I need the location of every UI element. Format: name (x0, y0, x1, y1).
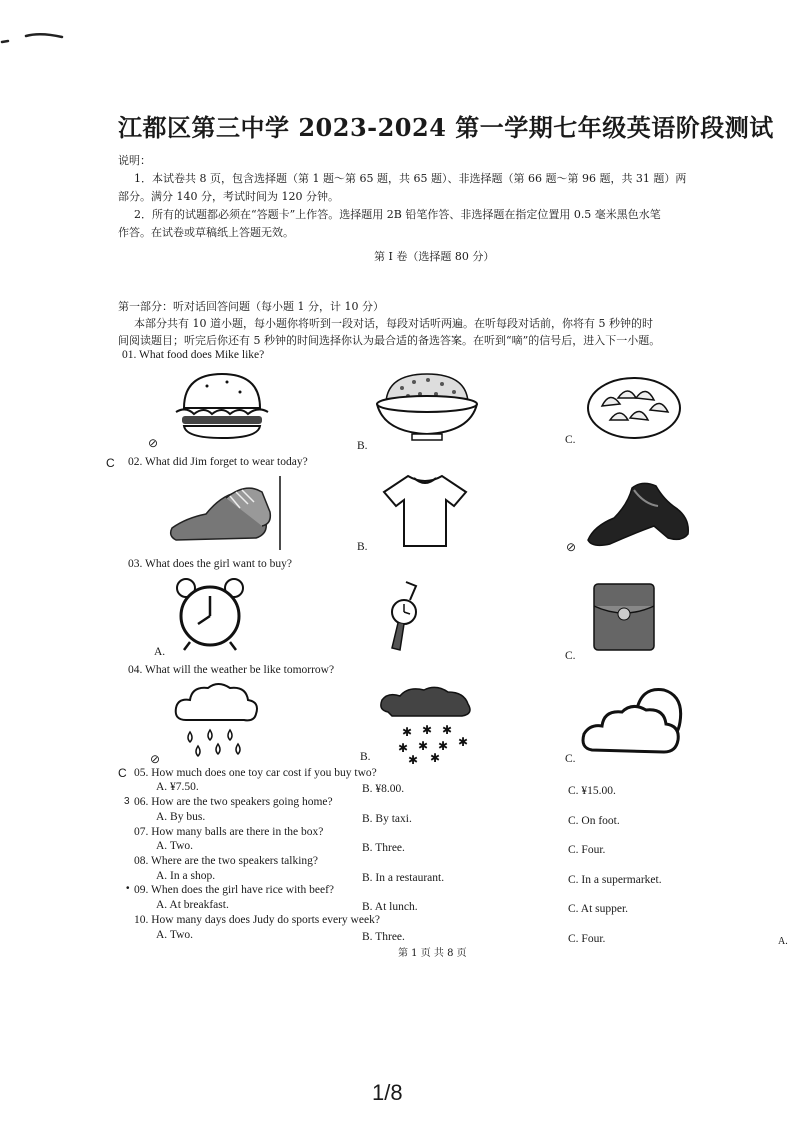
page-footer: 第 1 页 共 8 页 (398, 948, 467, 959)
scan-mark (0, 28, 80, 48)
svg-text:✱: ✱ (430, 751, 441, 764)
question-6: 06. How are the two speakers going home? (134, 796, 333, 808)
snow-icon (378, 684, 476, 764)
q6-option-b: B. By taxi. (362, 813, 412, 825)
handwritten-mark: 3 (124, 796, 130, 807)
wallet-icon (592, 582, 656, 652)
instructions-line4: 作答。在试卷或草稿纸上答题无效。 (118, 226, 294, 239)
q8-option-b: B. In a restaurant. (362, 872, 445, 884)
handwritten-mark: C (118, 766, 127, 780)
q1-option-b: B. (357, 440, 368, 452)
handwritten-circle: ⊘ (566, 540, 577, 554)
q6-option-a: A. By bus. (156, 811, 206, 823)
svg-text:✱: ✱ (418, 739, 429, 753)
handwritten-mark: C (106, 456, 115, 470)
svg-text:✱: ✱ (402, 725, 413, 739)
leather-shoes-icon (584, 474, 694, 550)
sneakers-icon (166, 474, 290, 550)
q5-option-c: C. ¥15.00. (568, 785, 616, 797)
wristwatch-icon (380, 578, 430, 654)
handwritten-mark: • (126, 883, 130, 894)
svg-text:✱: ✱ (438, 739, 449, 753)
svg-text:✱: ✱ (422, 723, 433, 737)
question-10: 10. How many days does Judy do sports every week? (134, 914, 380, 926)
question-7: 07. How many balls are there in the box? (134, 826, 324, 838)
instructions-line3: 2．所有的试题都必须在“答题卡”上作答。选择题用 2B 铅笔作答、非选择题在指定位置用 0.5 毫米黑色水笔 (134, 208, 661, 221)
question-9: 09. When does the girl have rice with beef? (134, 884, 335, 896)
q7-option-b: B. Three. (362, 842, 405, 854)
instructions-line1: 1．本试卷共 8 页，包含选择题（第 1 题～第 65 题，共 65 题）、非选择题（第 66 题～第 96 题，共 31 题）两 (134, 172, 687, 185)
page-number: 1/8 (372, 1080, 403, 1105)
instructions-line2: 部分。满分 140 分，考试时间为 120 分钟。 (118, 190, 339, 203)
hamburger-icon (172, 372, 272, 442)
instructions-heading: 说明： (118, 154, 151, 167)
svg-text:✱: ✱ (442, 723, 453, 737)
section1-desc1: 本部分共有 10 道小题，每小题你将听到一段对话，每段对话听两遍。在听每段对话前，你将有 5 秒钟的时 (134, 317, 653, 330)
q9-option-c: C. At supper. (568, 903, 629, 915)
question-4: 04. What will the weather be like tomorrow? (128, 664, 335, 676)
alarm-clock-icon (172, 576, 248, 652)
dumplings-plate-icon (584, 372, 684, 442)
section1-title: 第一部分：听对话回答问题（每小题 1 分，计 10 分） (118, 300, 384, 313)
question-5: 05. How much does one toy car cost if you buy two? (134, 767, 377, 779)
q4-option-b: B. (360, 751, 371, 763)
q8-option-a: A. In a shop. (156, 870, 216, 882)
volume-heading: 第 I 卷（选择题 80 分） (374, 250, 495, 263)
rice-bowl-icon (372, 368, 482, 446)
tshirt-icon (382, 472, 468, 550)
q10-option-b: B. Three. (362, 931, 405, 943)
q1-option-c: C. (565, 434, 576, 446)
question-8: 08. Where are the two speakers talking? (134, 855, 319, 867)
q3-option-c: C. (565, 650, 576, 662)
cloudy-icon (580, 680, 690, 760)
rain-icon (172, 680, 260, 760)
q8-option-c: C. In a supermarket. (568, 874, 662, 886)
svg-text:✱: ✱ (398, 741, 409, 755)
q4-option-c: C. (565, 753, 576, 765)
q6-option-c: C. On foot. (568, 815, 620, 827)
section1 (118, 298, 778, 349)
handwritten-circle: ⊘ (148, 436, 159, 450)
question-2: 02. What did Jim forget to wear today? (128, 456, 308, 468)
q7-option-c: C. Four. (568, 844, 606, 856)
q5-option-b: B. ¥8.00. (362, 783, 405, 795)
q3-option-a: A. (154, 646, 166, 658)
section1-desc2: 间阅读题目；听完后你还有 5 秒钟的时间选择你认为最合适的备选答案。在听到“嘀”的信号后，进入下一小题。 (118, 334, 661, 347)
instructions (118, 152, 778, 242)
corner-mark: A. (778, 936, 788, 947)
q10-option-a: A. Two. (156, 929, 193, 941)
q5-option-a: A. ¥7.50. (156, 781, 199, 793)
svg-text:✱: ✱ (408, 753, 419, 764)
question-3: 03. What does the girl want to buy? (128, 558, 292, 570)
q9-option-b: B. At lunch. (362, 901, 418, 913)
q10-option-c: C. Four. (568, 933, 606, 945)
q7-option-a: A. Two. (156, 840, 193, 852)
handwritten-circle: ⊘ (150, 752, 161, 766)
svg-text:✱: ✱ (458, 735, 469, 749)
q2-option-b: B. (357, 541, 368, 553)
question-1: 01. What food does Mike like? (122, 349, 265, 361)
q9-option-a: A. At breakfast. (156, 899, 229, 911)
exam-title: 江都区第三中学 2023-2024 第一学期七年级英语阶段测试 (118, 113, 774, 142)
